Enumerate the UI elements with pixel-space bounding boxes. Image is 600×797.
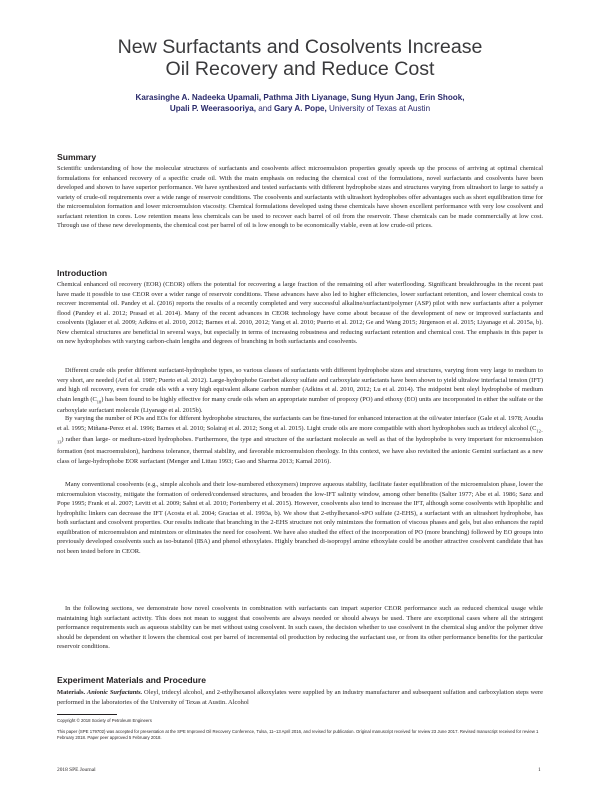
author-line-1: Karasinghe A. Nadeeka Upamali, Pathma Jith Liyanage, Sung Hyun Jang, Erin Shook,: [135, 93, 465, 102]
introduction-heading: Introduction: [57, 268, 108, 278]
intro-p2-text-b: ) has been found to be highly effective for many crude oils when an appropriate number of propoxy (PO) and ethoxy (EO) units are incorporated in either the sulfate or the carboxylate surfactant molecule (Liyanage et al. 2015b).: [57, 395, 544, 415]
experiment-heading: Experiment Materials and Procedure: [57, 675, 207, 685]
intro-paragraph-4: Many conventional cosolvents (e.g., simple alcohols and their low-numbered ethoxymers) improve aqueous stability, facilitate faster equilibration of the microemulsion phase, lower the microemulsion viscosity, mitigate the formation of ordered/condensed structures, and broaden the low-IFT salinity window, among other benefits (Salter 1977; Abe et al. 1986; Sanz and Pope 1995; Frank et al. 2007; Levitt et al. 2009; Sahni et al. 2010; Fortenberry et al. 2015). However, cosolvents also tend to increase the IFT, although some cosolvents with lipophilic and hydrophilic linkers can decrease the IFT (Acosta et al. 2004; Graciaa et al. 1993a, b). We show that 2-ethylhexanol-xPO sulfate (2-EHS), a surfactant with an ultrashort hydrophobe, has both surfactant and cosolvent properties. Our results indicate that branching in the 2-EHS structure not only minimizes the formation of viscous phases and gels, but also enhances the rapid equilibration of microemulsion and minimizes or eliminates the need for cosolvent. We have also studied the effect of the incorporation of PO (more branching) followed by EO groups into previously developed cosolvents such as iso-butanol (IBA) and phenol ethoxylates. Highly branched di-isopropyl amine ethoxylate could be another attractive cosolvent candidate that has not been tested before in CEOR.: [57, 481, 543, 555]
footnote-rule: [57, 714, 117, 715]
author-line-2-names: Upali P. Weerasooriya,: [169, 104, 256, 113]
intro-p3-subscript: 12–13: [57, 427, 543, 445]
author-block: [57, 92, 543, 114]
intro-paragraph-1: Chemical enhanced oil recovery (EOR) (CEOR) offers the potential for recovering a large fraction of the remaining oil after waterflooding. Significant breakthroughs in the recent past have made it possible to use CEOR over a wider range of reservoir conditions. These advances have also led to higher efficiencies, lower surfactant retention, and lower chemical costs to recover incremental oil. Pandey et al. (2016) reports the results of a recently completed and very successful alkaline/surfactant/polymer (ASP) pilot with new surfactants after a polymer flood (Pandey et al. 2012; Prasad et al. 2014). Many of the recent advances in CEOR technology have come about because of the development of new or improved surfactants and cosolvents (Iglauer et al. 2009; Adkins et al. 2010, 2012; Barnes et al. 2010, 2012; Yang et al. 2010; Puerto et al. 2012; Ge and Wang 2015; Jürgenson et al. 2015; Liyanage et al. 2015a, b). New chemical structures are beneficial in several ways, but especially in terms of increasing robustness and reducing surfactant retention and chemical cost. The emphasis in this paper is on new hydrophobes with varying carbon-chain lengths and degrees of branching in both surfactants and cosolvents.: [57, 281, 543, 346]
copyright-note: Copyright © 2018 Society of Petroleum Engineers: [57, 718, 152, 723]
journal-name: 2018 SPE Journal: [57, 767, 96, 773]
manuscript-history-note: This paper (SPE 179702) was accepted for presentation at the SPE Improved Oil Recovery Conference, Tulsa, 11–13 April 2016, and revised for publication. Original manuscript received for review 23 June 2017. Revised manuscript received for review 1 February 2018. Paper peer approved 5 February 2018.: [57, 729, 539, 741]
experiment-text: [57, 688, 543, 707]
intro-paragraph-3: [57, 414, 543, 466]
intro-p2-text-a: Different crude oils prefer different surfactant-hydrophobe types, so various classes of surfactants with different hydrophobe sizes and structures, varying from very large to medium to very short, are needed (Arf et al. 1987; Puerto et al. 2012). Large-hydrophobe Guerbet alkoxy sulfate and carboxylate surfactants have been shown to yield ultralow interfacial tension (IFT) and high oil recovery, even for crude oils with a very high equivalent alkane carbon number (Adkins et al. 2010, 2012; Lu et al. 2014). The midpoint bent oleyl hydrophobe of medium chain length (C: [57, 367, 543, 403]
title-line-1: New Surfactants and Cosolvents Increase: [117, 36, 483, 58]
intro-paragraph-5: In the following sections, we demonstrate how novel cosolvents in combination with surfactants can impart superior CEOR performance such as reduced chemical usage while maintaining high surfactant activity. This does not mean to suggest that cosolvents are always needed or should always be used. There are exceptional cases where all the stringent performance requirements such as aqueous stability can be met without using cosolvent. In such cases, the decision whether to use cosolvent in the chemical slug and/or the polymer drive should be dependent on whether it lowers the chemical cost per barrel of incremental oil production by reducing the surfactant use, or from its other performance benefits for the particular reservoir conditions.: [57, 605, 543, 651]
summary-heading: Summary: [57, 152, 97, 162]
author-affiliation: University of Texas at Austin: [329, 104, 431, 113]
intro-p2-subscript: 18: [96, 398, 102, 404]
title-line-2: Oil Recovery and Reduce Cost: [165, 58, 435, 80]
author-last: Gary A. Pope,: [273, 104, 327, 113]
paper-title: [57, 36, 543, 80]
intro-paragraph-2: [57, 366, 543, 416]
intro-p3-text-a: By varying the number of POs and EOs for different hydrophobe structures, the surfactants can be fine-tuned for enhanced interaction at the oil/water interface (Gale et al. 1978; Aoudia et al. 1995; Miñana-Perez et al. 1996; Barnes et al. 2010; Solairaj et al. 2012; Song et al. 2015). Light crude oils are more compatible with short hydrophobes such as tridecyl alcohol (C: [57, 415, 543, 432]
author-and: and: [258, 104, 272, 113]
materials-label: Materials.: [57, 689, 86, 696]
summary-text: Scientific understanding of how the molecular structures of surfactants and cosolvents affect microemulsion properties greatly speeds up the process of arriving at optimal chemical formulations for enhanced recovery of a specific crude oil. With the main emphasis on reducing the chemical cost of the formulations, novel surfactants and cosolvents have been developed and shown to have superior performance. We have synthesized and tested surfactants with different hydrophobe sizes and structures varying from ultrashort to large to satisfy a variety of crude-oil requirements over a wide range of reservoir conditions. The cosolvents and surfactants with ultrashort hydrophobes offer advantages such as short equilibration time for the microemulsion formation and lower microemulsion viscosity. Chemical formulations developed using these chemicals have shown excellent performance with very low cosolvent and surfactant retention in cores. Low retention means less chemicals can be used to recover each barrel of oil from the reservoir. These chemicals can be made commercially at low cost. Through use of these new developments, the chemical cost per barrel of oil is low enough to be economically viable, even at low crude-oil prices.: [57, 165, 543, 230]
anionic-surfactants-label: Anionic Surfactants.: [86, 689, 143, 696]
intro-p3-text-b: ) rather than large- or medium-sized hydrophobes. Furthermore, the type and structure of the surfactant molecule as well as that of the hydrophobe is very important for microemulsion formation (not macroemulsion), hardness tolerance, thermal stability, and favorable microemulsion rheology. In this context, we have also revisited the anionic Gemini surfactant as a new class of large-hydrophobe EOR surfactant (Menger and Littau 1993; Gao and Sharma 2013; Kamal 2016).: [57, 436, 543, 465]
page-number: 1: [538, 767, 541, 773]
experiment-body: Oleyl, tridecyl alcohol, and 2-ethylhexanol alkoxylates were supplied by an industry manufacturer and subsequent sulfation and carboxylation steps were performed in the laboratories of the University of Texas at Austin. Alcohol: [57, 689, 544, 706]
